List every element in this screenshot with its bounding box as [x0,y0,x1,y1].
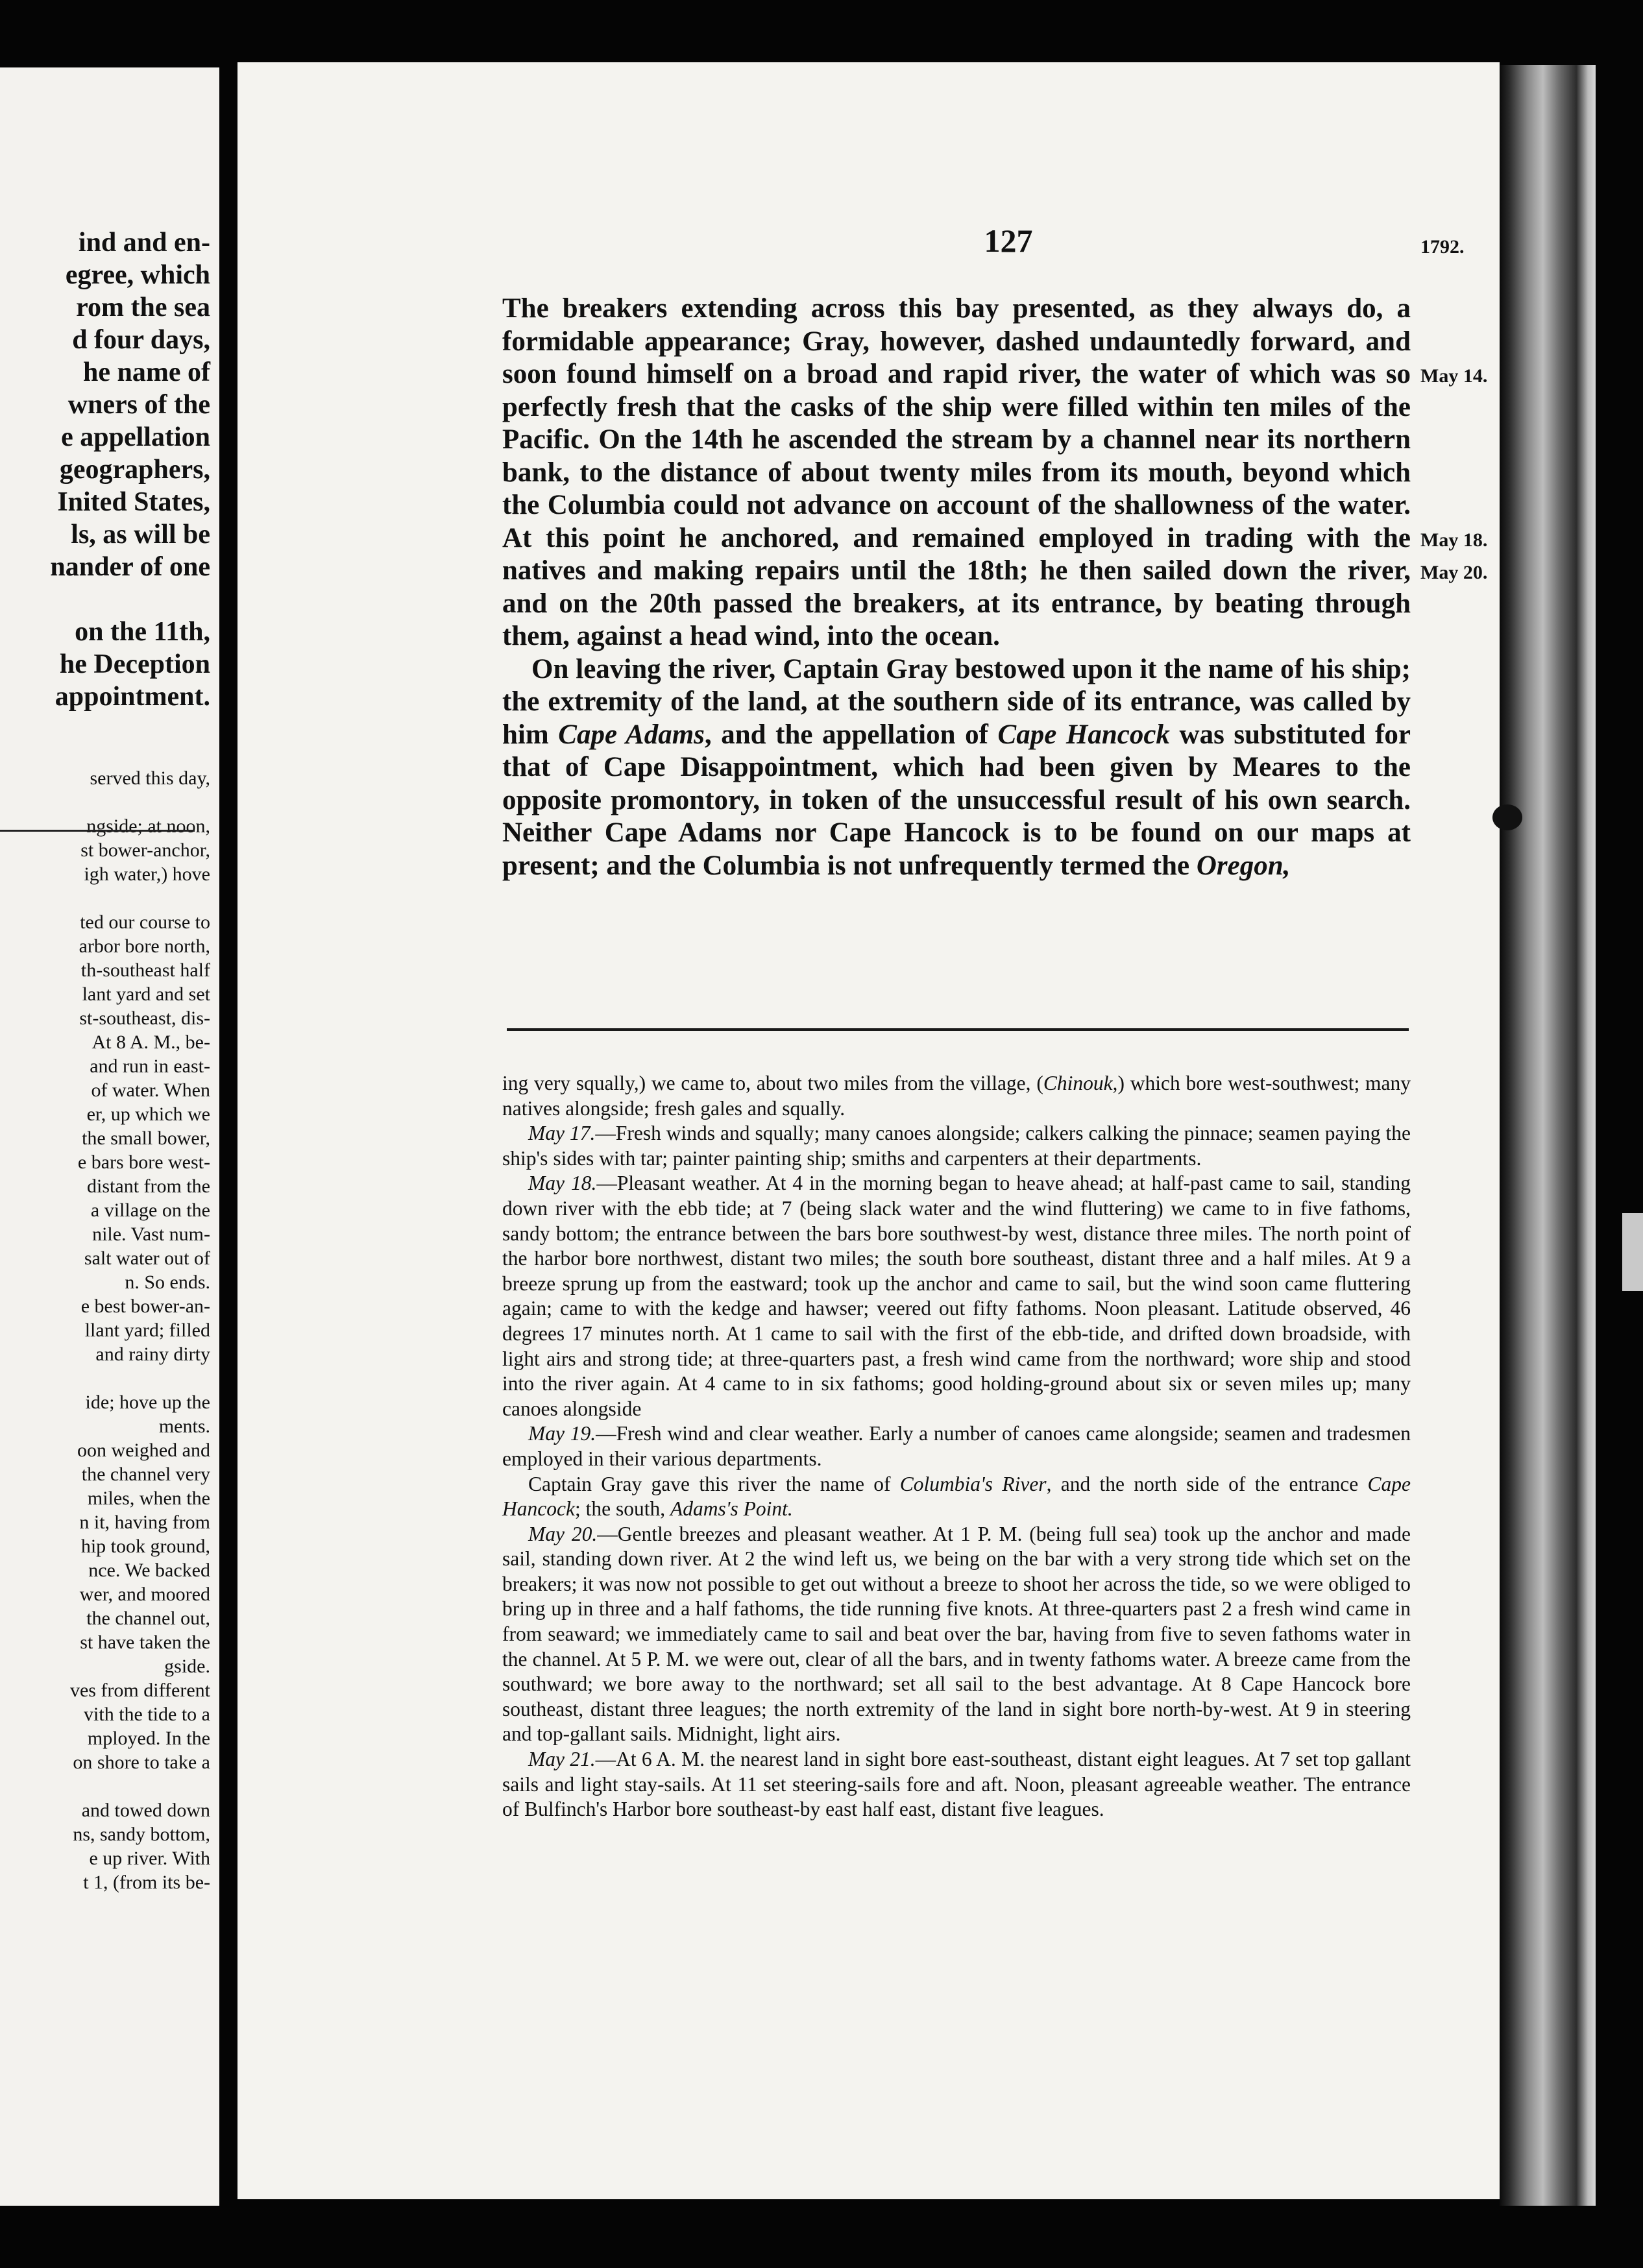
left-page-line: Inited States, [57,487,210,517]
footnote-entry-naming: Captain Gray gave this river the name of Columbia's River, and the north side of the entrance Cape Hancock; the south, Adams's Point. [502,1472,1411,1521]
cape-adams-term: Cape Adams [558,719,705,750]
footnote-entry-may-17: May 17.—Fresh winds and squally; many canoes alongside; calkers calking the pinnace; seamen paying the ship's sides with tar; painter painting ship; smiths and carpenters at their departments. [502,1122,1411,1170]
left-page-line: egree, which [65,260,210,290]
margin-note-may-18: May 18. [1420,529,1488,551]
left-page-line: ns, sandy bottom, [73,1824,210,1845]
footnote-entry-may-19: May 19.—Fresh wind and clear weather. Early a number of canoes came alongside; seamen and tradesmen employed in their various departments. [502,1422,1411,1470]
body-text [502,293,1411,882]
entry-date: May 21. [528,1748,596,1771]
left-page-line: igh water,) hove [84,863,210,885]
left-page-line: e up river. With [89,1848,210,1869]
left-page-line: ments. [158,1416,210,1437]
left-page-line: served this day, [90,767,210,789]
left-page-rule [0,830,195,832]
left-page-line [0,1366,210,1390]
entry-date: May 18. [528,1172,597,1195]
left-page-line: the channel out, [86,1608,210,1629]
entry-date: May 20. [528,1522,598,1545]
left-page-line: n. So ends. [125,1272,210,1293]
left-page-line: the channel very [81,1464,210,1485]
main-page [237,62,1500,2199]
left-page-line: the small bower, [82,1128,210,1149]
left-page-line: st-southeast, dis- [79,1007,210,1029]
footnote-entry: ing very squally,) we came to, about two miles from the village, (Chinouk,) which bore west-southwest; many natives alongside; fresh gales and squally. [502,1072,1411,1120]
page-edge [1622,1213,1643,1291]
left-page-line: ide; hove up the [85,1392,210,1413]
body-paragraph-2: On leaving the river, Captain Gray bestowed upon it the name of his ship; the extremity of the land, at the southern side of its entrance, was called by him Cape Adams, and the appellation of Cape Hancock was substituted for that of Cape Disappointment, which had been given by Meares to the opposite promontory, in token of the unsuccessful result of his own search. Neither Cape Adams nor Cape Hancock is to be found on our maps at present; and the Columbia is not unfrequently termed the Oregon, [502,653,1411,881]
left-page-line: he Deception [59,649,210,679]
left-page-line: distant from the [87,1176,210,1197]
left-page-line: e best bower-an- [80,1296,210,1317]
left-page-line: nander of one [50,552,210,582]
left-page-line: ted our course to [80,911,210,933]
left-page-line: nce. We backed [88,1560,210,1581]
footnote-rule [507,1028,1409,1031]
footnote-entry-may-21: May 21.—At 6 A. M. the nearest land in sight bore east-southeast, distant eight leagues. At 7 set top gallant sails and light stay-sails. At 11 set steering-sails fore and aft. Noon, pleasant agreeable weather. The entrance of Bulfinch's Harbor bore southeast-by east half east, distant five leagues. [502,1748,1411,1821]
left-page-line: wer, and moored [79,1584,210,1605]
left-page-line [0,1774,210,1798]
left-page-line: mployed. In the [87,1728,210,1749]
left-page-line: e appellation [61,422,210,452]
left-page-line: gside. [164,1656,210,1677]
cape-hancock-term: Cape Hancock [997,719,1170,750]
left-page-line: er, up which we [86,1104,210,1125]
left-page-line: and run in east- [90,1056,210,1077]
page-number: 127 [984,223,1033,259]
left-page-line: ind and en- [78,228,210,258]
left-page-line: wners of the [67,390,210,420]
left-page-line: nile. Vast num- [92,1224,210,1245]
left-page-line: vith the tide to a [84,1704,210,1725]
left-page-line: n it, having from [79,1512,210,1533]
left-page-line: on shore to take a [73,1752,210,1773]
left-page-gap [0,713,210,766]
left-page-line: st bower-anchor, [80,839,210,861]
entry-date: May 19. [528,1422,596,1445]
margin-note-year: 1792. [1420,236,1465,258]
margin-note-may-14: May 14. [1420,365,1488,387]
left-page-line: arbor bore north, [79,935,210,957]
entry-date: May 17. [528,1122,596,1145]
left-page-line: hip took ground, [80,1536,210,1557]
ink-blot [1492,804,1522,830]
left-page-line: and towed down [81,1800,210,1821]
book-spine-gutter [1500,65,1596,2206]
left-page-line: e bars bore west- [77,1152,210,1173]
left-page-text [0,226,210,1894]
left-page-line: th-southeast half [80,959,210,981]
left-page-line: ves from different [69,1680,210,1701]
left-page-line: a village on the [90,1200,210,1221]
left-page-line [0,790,210,814]
left-page-line: he name of [83,357,210,387]
body-paragraph-1: The breakers extending across this bay presented, as they always do, a formidable appearance; Gray, however, dashed undauntedly forward, and soon found himself on a broad and rapid river, the water of which was so perfectly fresh that the casks of the ship were filled within ten miles of the Pacific. On the 14th he ascended the stream by a channel near its northern bank, to the distance of about twenty miles from its mouth, beyond which the Columbia could not advance on account of the shallowness of the water. At this point he anchored, and remained employed in trading with the natives and making repairs until the 18th; he then sailed down the river, and on the 20th passed the breakers, at its entrance, by beating through them, against a head wind, into the ocean. [502,293,1411,651]
left-page-line: appointment. [55,682,210,712]
left-page-line: geographers, [59,455,210,485]
footnote-log [502,1071,1411,1822]
left-page-line: t 1, (from its be- [83,1872,210,1893]
left-page-line [0,886,210,910]
left-page-line: lant yard and set [82,983,210,1005]
oregon-term: Oregon, [1196,850,1291,881]
left-page-line: ngside; at noon, [86,815,210,837]
left-facing-page [0,67,219,2206]
left-page-line: At 8 A. M., be- [91,1031,210,1053]
left-page-line: llant yard; filled [84,1320,210,1341]
left-page-line: rom the sea [76,293,210,322]
left-page-line: d four days, [72,325,210,355]
left-page-line: miles, when the [87,1488,210,1509]
footnote-entry-may-18: May 18.—Pleasant weather. At 4 in the morning began to heave ahead; at half-past came to sail, standing down river with the ebb tide; at 7 (being slack water and the wind fluttering) we came to in five fathoms, sandy bottom; the entrance between the bars bore southwest-by west, distance three miles. The north point of the harbor bore northwest, distant two miles; the south bore southeast, distant three and a half miles. At 9 a breeze sprung up from the eastward; took up the anchor and came to sail, but the wind soon came fluttering again; came to with the kedge and hawser; veered out fifty fathoms. Noon pleasant. Latitude observed, 46 degrees 17 minutes north. At 1 came to sail with the first of the ebb-tide, and drifted down broadside, with light airs and strong tide; at three-quarters past, a fresh wind came from the northward; wore ship and stood into the river again. At 4 came to in six fathoms; good holding-ground about six or seven miles up; many canoes alongside [502,1172,1411,1420]
footnote-entry-may-20: May 20.—Gentle breezes and pleasant weather. At 1 P. M. (being full sea) took up the anchor and made sail, standing down river. At 2 the wind left us, we being on the bar with a very strong tide which set on the breakers; it was now not possible to get out without a breeze to shoot her across the tide, so we were obliged to bring up in three and a half fathoms, the tide running five knots. At three-quarters past 2 a fresh wind came in from seaward; we immediately came to sail and beat over the bar, having from five to seven fathoms water in the channel. At 5 P. M. we were out, clear of all the bars, and in twenty fathoms water. A breeze came from the southward; we bore away to the northward; set all sail to the best advantage. At 8 Cape Hancock bore southeast, distant three leagues; the north extremity of the land in sight bore north-by-west. At 9 in steering and top-gallant sails. Midnight, light airs. [502,1522,1411,1746]
left-page-line: on the 11th, [75,617,210,647]
left-page-line: oon weighed and [77,1440,210,1461]
left-page-line: st have taken the [80,1632,210,1653]
left-page-line: salt water out of [84,1248,210,1269]
margin-note-may-20: May 20. [1420,562,1488,583]
left-page-line [0,583,210,616]
left-page-line: ls, as will be [71,520,210,549]
left-page-line: of water. When [91,1080,210,1101]
left-page-line: and rainy dirty [95,1344,210,1365]
